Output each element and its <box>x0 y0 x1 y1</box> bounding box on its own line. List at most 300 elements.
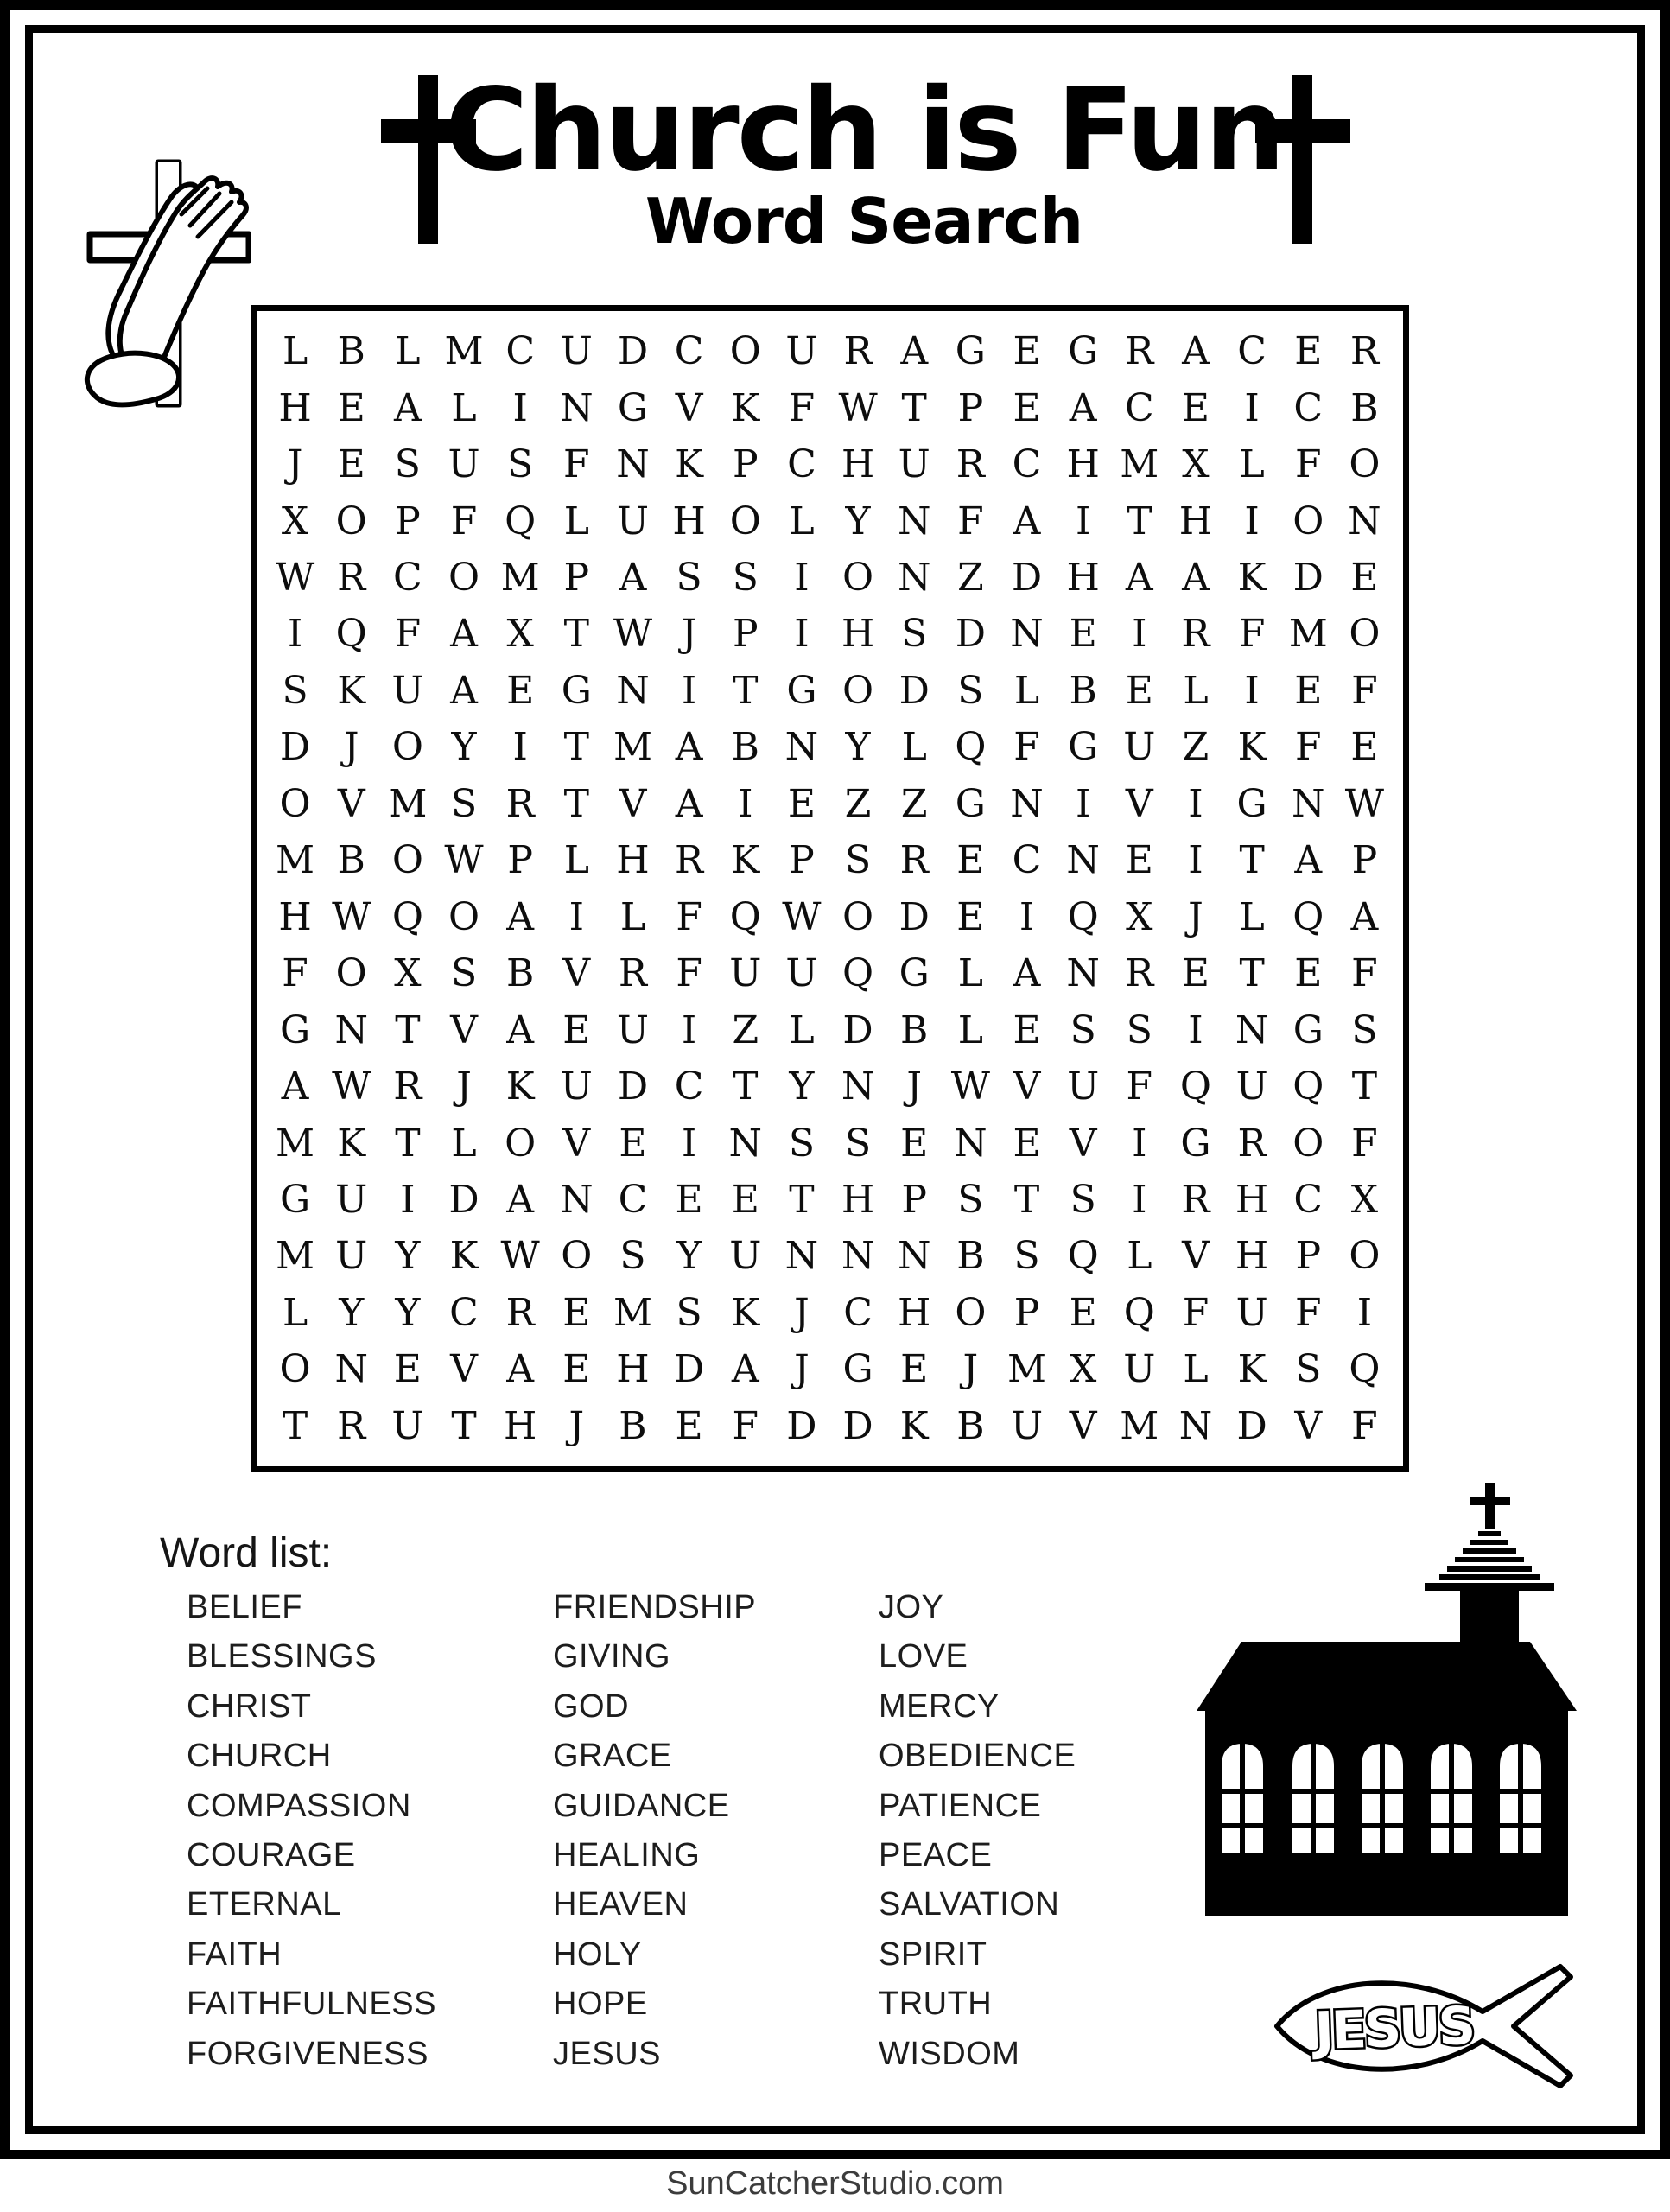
grid-letter: F <box>1295 725 1322 770</box>
grid-letter: Q <box>391 894 423 939</box>
grid-letter: F <box>676 951 702 996</box>
grid-letter: G <box>279 1007 311 1052</box>
grid-letter: I <box>1188 838 1203 883</box>
grid-letter: O <box>391 725 423 770</box>
grid-letter: E <box>900 1347 929 1392</box>
grid-letter: D <box>617 1065 649 1109</box>
grid-letter: T <box>282 1403 308 1448</box>
grid-letter: M <box>276 1234 315 1279</box>
grid-letter: C <box>449 1290 479 1335</box>
grid-letter: F <box>394 612 422 657</box>
grid-letter: D <box>617 329 649 374</box>
grid-letter: L <box>1239 442 1265 487</box>
grid-letter: N <box>560 1177 594 1222</box>
grid-letter: L <box>957 1007 983 1052</box>
word-list-item: HOPE <box>553 1986 648 2023</box>
grid-letter: N <box>334 1007 368 1052</box>
grid-letter: P <box>1351 838 1378 883</box>
grid-letter: F <box>1351 951 1378 996</box>
grid-letter: H <box>841 442 875 487</box>
grid-letter: T <box>1239 951 1265 996</box>
grid-letter: R <box>505 1290 535 1335</box>
grid-letter: Z <box>1182 725 1210 770</box>
grid-letter: M <box>444 329 484 374</box>
word-list-item: FAITHFULNESS <box>187 1986 436 2023</box>
word-list-item: CHURCH <box>187 1738 332 1775</box>
grid-letter: N <box>1178 1403 1213 1448</box>
grid-letter: J <box>906 1065 923 1109</box>
grid-letter: I <box>681 1121 697 1166</box>
grid-letter: O <box>335 499 367 543</box>
grid-letter: S <box>732 556 759 601</box>
grid-letter: B <box>1069 668 1097 713</box>
grid-letter: A <box>450 668 478 713</box>
grid-letter: G <box>279 1177 311 1222</box>
grid-letter: R <box>1125 951 1154 996</box>
grid-letter: E <box>675 1403 703 1448</box>
grid-letter: V <box>1125 781 1153 826</box>
grid-letter: I <box>287 612 303 657</box>
grid-letter: I <box>1356 1290 1373 1335</box>
grid-letter: E <box>956 838 985 883</box>
grid-letter: N <box>1010 612 1044 657</box>
grid-letter: O <box>955 1290 987 1335</box>
grid-letter: R <box>675 838 704 883</box>
grid-letter: A <box>619 556 647 601</box>
grid-letter: N <box>1066 951 1100 996</box>
grid-letter: E <box>1125 838 1153 883</box>
grid-letter: M <box>388 781 428 826</box>
grid-letter: S <box>1013 1234 1040 1279</box>
grid-letter: J <box>568 1403 585 1448</box>
word-list-item: LOVE <box>879 1638 968 1675</box>
grid-letter: J <box>1188 894 1203 939</box>
grid-letter: K <box>337 1121 366 1166</box>
grid-letter: B <box>1350 385 1379 430</box>
grid-letter: C <box>787 442 816 487</box>
grid-letter: Y <box>789 1065 815 1109</box>
grid-letter: O <box>1349 1234 1381 1279</box>
grid-letter: V <box>562 1121 591 1166</box>
word-list-column <box>187 1583 436 2079</box>
grid-letter: Z <box>957 556 984 601</box>
grid-letter: Q <box>1067 894 1099 939</box>
page-title: Church is Fun <box>444 64 1284 197</box>
grid-letter: I <box>512 385 528 430</box>
word-list-column <box>553 1583 756 2079</box>
grid-letter: F <box>1295 1290 1322 1335</box>
grid-letter: G <box>1068 725 1099 770</box>
grid-letter: T <box>563 612 589 657</box>
grid-letter: Z <box>844 781 872 826</box>
grid-letter: A <box>675 725 703 770</box>
grid-letter: Y <box>395 1234 421 1279</box>
grid-letter: P <box>789 838 815 883</box>
grid-letter: W <box>332 1065 371 1109</box>
grid-letter: W <box>500 1234 540 1279</box>
grid-letter: S <box>1351 1007 1378 1052</box>
grid-letter: B <box>337 329 365 374</box>
grid-letter: C <box>618 1177 648 1222</box>
grid-letter: U <box>391 1403 424 1448</box>
grid-letter: N <box>1010 781 1044 826</box>
grid-letter: X <box>394 951 422 996</box>
grid-letter: N <box>1066 838 1100 883</box>
grid-letter: U <box>785 951 818 996</box>
grid-letter: G <box>898 951 930 996</box>
grid-letter: N <box>616 442 650 487</box>
grid-letter: V <box>1182 1234 1210 1279</box>
grid-letter: O <box>1349 442 1381 487</box>
word-list-item: JESUS <box>553 2035 661 2072</box>
grid-letter: K <box>731 838 760 883</box>
grid-letter: A <box>1350 894 1379 939</box>
word-list-item: PEACE <box>879 1836 993 1873</box>
grid-letter: F <box>1351 1403 1378 1448</box>
grid-letter: J <box>287 442 303 487</box>
grid-letter: E <box>1125 668 1153 713</box>
grid-letter: R <box>1237 1121 1267 1166</box>
grid-letter: H <box>1066 442 1100 487</box>
grid-letter: A <box>1069 385 1097 430</box>
grid-letter: F <box>788 385 816 430</box>
word-list-label: Word list: <box>160 1530 333 1576</box>
grid-letter: M <box>1120 442 1159 487</box>
grid-letter: Y <box>451 725 477 770</box>
grid-letter: E <box>562 1290 591 1335</box>
grid-letter: E <box>337 442 365 487</box>
grid-letter: F <box>563 442 590 487</box>
grid-letter: Y <box>339 1290 365 1335</box>
grid-letter: R <box>393 1065 422 1109</box>
grid-letter: K <box>449 1234 479 1279</box>
grid-letter: A <box>1294 838 1323 883</box>
grid-letter: B <box>506 951 535 996</box>
grid-letter: E <box>562 1347 591 1392</box>
grid-letter: H <box>278 385 312 430</box>
grid-letter: C <box>674 329 704 374</box>
grid-letter: Q <box>1179 1065 1211 1109</box>
word-list-item: GUIDANCE <box>553 1787 730 1824</box>
grid-letter: L <box>1127 1234 1152 1279</box>
page-subtitle: Word Search <box>645 185 1083 257</box>
grid-letter: O <box>448 556 480 601</box>
grid-letter: E <box>393 1347 422 1392</box>
grid-letter: S <box>282 668 308 713</box>
grid-letter: T <box>451 1403 477 1448</box>
grid-letter: A <box>506 1177 535 1222</box>
grid-letter: Q <box>1292 894 1324 939</box>
grid-letter: U <box>335 1234 368 1279</box>
word-list-item: TRUTH <box>879 1986 993 2023</box>
grid-letter: O <box>842 894 874 939</box>
grid-letter: N <box>334 1347 368 1392</box>
footer-site-link[interactable]: SunCatcherStudio.com <box>666 2165 1004 2202</box>
grid-letter: E <box>1013 1121 1041 1166</box>
grid-letter: U <box>1123 725 1156 770</box>
word-list-item: HOLY <box>553 1936 642 1973</box>
grid-letter: W <box>275 556 315 601</box>
church-icon <box>1197 1479 1577 1922</box>
grid-letter: Q <box>955 725 987 770</box>
grid-letter: L <box>619 894 646 939</box>
grid-letter: W <box>613 612 653 657</box>
grid-letter: L <box>563 499 589 543</box>
grid-letter: L <box>282 1290 308 1335</box>
grid-letter: E <box>562 1007 591 1052</box>
grid-letter: E <box>1013 385 1041 430</box>
grid-letter: E <box>1013 1007 1041 1052</box>
grid-letter: H <box>841 612 875 657</box>
grid-letter: F <box>1295 442 1322 487</box>
grid-letter: P <box>732 442 759 487</box>
grid-letter: K <box>1237 725 1267 770</box>
grid-letter: V <box>675 385 703 430</box>
grid-letter: C <box>674 1065 704 1109</box>
grid-letter: G <box>1180 1121 1211 1166</box>
grid-letter: T <box>733 1065 759 1109</box>
grid-letter: F <box>1013 725 1040 770</box>
grid-letter: J <box>343 725 359 770</box>
grid-letter: Q <box>335 612 367 657</box>
grid-letter: P <box>732 612 759 657</box>
grid-letter: M <box>613 725 652 770</box>
grid-letter: L <box>789 499 815 543</box>
grid-letter: Q <box>505 499 537 543</box>
grid-letter: O <box>279 781 311 826</box>
grid-letter: U <box>785 329 818 374</box>
letter-grid <box>257 311 1403 1466</box>
grid-letter: W <box>950 1065 990 1109</box>
word-list-item: COURAGE <box>187 1836 356 1873</box>
grid-letter: U <box>729 951 762 996</box>
grid-letter: I <box>1075 781 1091 826</box>
grid-letter: N <box>841 1234 875 1279</box>
grid-letter: T <box>1351 1065 1378 1109</box>
grid-letter: C <box>1293 1177 1324 1222</box>
grid-letter: M <box>1288 612 1328 657</box>
grid-letter: R <box>843 329 873 374</box>
grid-letter: D <box>955 612 986 657</box>
grid-letter: E <box>1350 556 1379 601</box>
jesus-fish-text: JESUS <box>1313 1995 1475 2063</box>
grid-letter: X <box>281 499 309 543</box>
grid-letter: Y <box>676 1234 702 1279</box>
word-list-item: SPIRIT <box>879 1936 987 1973</box>
grid-letter: R <box>956 442 985 487</box>
grid-letter: N <box>1235 1007 1269 1052</box>
grid-letter: E <box>675 1177 703 1222</box>
grid-letter: S <box>676 1290 702 1335</box>
grid-letter: L <box>451 385 477 430</box>
word-list-item: GOD <box>553 1688 630 1725</box>
grid-letter: I <box>1188 1007 1203 1052</box>
grid-letter: G <box>561 668 592 713</box>
grid-letter: O <box>729 499 761 543</box>
grid-letter: V <box>619 781 647 826</box>
grid-letter: D <box>842 1403 873 1448</box>
grid-letter: L <box>1183 668 1209 713</box>
grid-letter: B <box>619 1403 647 1448</box>
grid-letter: D <box>1292 556 1324 601</box>
grid-letter: L <box>901 725 927 770</box>
grid-letter: B <box>956 1403 985 1448</box>
grid-letter: G <box>955 329 986 374</box>
grid-letter: F <box>957 499 984 543</box>
word-list-item: HEALING <box>553 1836 701 1873</box>
grid-letter: G <box>1068 329 1099 374</box>
grid-letter: C <box>843 1290 873 1335</box>
grid-letter: C <box>1293 385 1324 430</box>
grid-letter: P <box>395 499 421 543</box>
grid-letter: H <box>898 1290 931 1335</box>
grid-letter: I <box>1132 612 1147 657</box>
grid-letter: A <box>1182 556 1210 601</box>
grid-letter: X <box>1350 1177 1379 1222</box>
grid-letter: D <box>898 894 930 939</box>
grid-letter: U <box>1235 1290 1268 1335</box>
grid-letter: H <box>503 1403 537 1448</box>
grid-letter: T <box>1013 1177 1040 1222</box>
grid-letter: O <box>729 329 761 374</box>
grid-letter: E <box>1181 385 1210 430</box>
grid-letter: A <box>900 329 929 374</box>
grid-letter: L <box>1013 668 1040 713</box>
grid-letter: O <box>842 556 874 601</box>
word-list-item: FRIENDSHIP <box>553 1589 757 1625</box>
grid-letter: U <box>616 1007 650 1052</box>
grid-letter: I <box>568 894 585 939</box>
grid-letter: B <box>900 1007 929 1052</box>
grid-letter: T <box>563 781 589 826</box>
grid-letter: O <box>1292 499 1324 543</box>
grid-letter: R <box>505 781 535 826</box>
grid-letter: P <box>957 385 984 430</box>
grid-letter: H <box>1066 556 1100 601</box>
grid-letter: Q <box>842 951 874 996</box>
grid-letter: D <box>279 725 311 770</box>
grid-letter: F <box>282 951 308 996</box>
grid-letter: N <box>841 1065 875 1109</box>
grid-letter: N <box>897 556 931 601</box>
grid-letter: J <box>794 1290 810 1335</box>
grid-letter: N <box>1292 781 1325 826</box>
grid-letter: I <box>681 1007 697 1052</box>
grid-letter: I <box>1244 668 1260 713</box>
grid-letter: Y <box>845 725 871 770</box>
grid-letter: V <box>450 1007 478 1052</box>
grid-letter: O <box>842 668 874 713</box>
grid-letter: U <box>1067 1065 1100 1109</box>
grid-letter: O <box>1292 1121 1324 1166</box>
grid-letter: A <box>393 385 422 430</box>
grid-letter: P <box>1013 1290 1040 1335</box>
grid-letter: R <box>1181 1177 1210 1222</box>
word-list-item: CHRIST <box>187 1688 312 1725</box>
grid-letter: U <box>448 442 480 487</box>
grid-letter: H <box>616 838 650 883</box>
word-list-item: JOY <box>879 1589 944 1625</box>
word-list-item: FORGIVENESS <box>187 2035 429 2072</box>
grid-letter: O <box>561 1234 593 1279</box>
grid-letter: O <box>1349 612 1381 657</box>
grid-letter: T <box>563 725 589 770</box>
grid-letter: F <box>732 1403 759 1448</box>
grid-letter: P <box>507 838 533 883</box>
grid-letter: R <box>337 1403 366 1448</box>
grid-letter: R <box>618 951 648 996</box>
grid-letter: G <box>955 781 986 826</box>
grid-letter: W <box>1344 781 1385 826</box>
grid-letter: R <box>1349 329 1379 374</box>
grid-letter: K <box>1237 556 1267 601</box>
grid-letter: Y <box>845 499 871 543</box>
grid-letter: E <box>506 668 535 713</box>
grid-letter: E <box>1294 329 1323 374</box>
grid-letter: S <box>957 1177 984 1222</box>
grid-letter: K <box>731 385 760 430</box>
grid-letter: V <box>450 1347 478 1392</box>
word-list-item: GRACE <box>553 1738 672 1775</box>
grid-letter: J <box>962 1347 979 1392</box>
grid-letter: G <box>786 668 817 713</box>
grid-letter: A <box>1013 499 1041 543</box>
word-list-item: PATIENCE <box>879 1787 1042 1824</box>
grid-letter: L <box>395 329 421 374</box>
grid-letter: D <box>786 1403 817 1448</box>
header <box>389 64 1339 257</box>
grid-letter: H <box>1235 1234 1269 1279</box>
grid-letter: Q <box>1292 1065 1324 1109</box>
grid-letter: D <box>1236 1403 1267 1448</box>
grid-letter: D <box>1011 556 1043 601</box>
grid-letter: L <box>957 951 983 996</box>
grid-letter: L <box>451 1121 477 1166</box>
grid-letter: I <box>738 781 753 826</box>
grid-letter: G <box>842 1347 873 1392</box>
word-list-item: BLESSINGS <box>187 1638 377 1675</box>
grid-letter: T <box>395 1007 421 1052</box>
grid-letter: E <box>731 1177 759 1222</box>
grid-letter: P <box>563 556 590 601</box>
grid-letter: I <box>512 725 528 770</box>
grid-letter: E <box>1294 951 1323 996</box>
grid-letter: H <box>672 499 706 543</box>
grid-letter: V <box>1013 1065 1041 1109</box>
grid-letter: B <box>956 1234 985 1279</box>
grid-letter: C <box>505 329 535 374</box>
grid-letter: R <box>899 838 929 883</box>
grid-letter: A <box>281 1065 309 1109</box>
grid-letter: A <box>506 1347 535 1392</box>
grid-letter: D <box>448 1177 479 1222</box>
word-list-item: HEAVEN <box>553 1886 689 1923</box>
grid-letter: C <box>1012 442 1042 487</box>
word-list-item: COMPASSION <box>187 1787 411 1824</box>
grid-letter: V <box>1069 1403 1097 1448</box>
grid-letter: Z <box>900 781 928 826</box>
grid-letter: A <box>506 894 535 939</box>
grid-letter: K <box>899 1403 929 1448</box>
word-list-item: WISDOM <box>879 2035 1020 2072</box>
grid-letter: S <box>619 1234 646 1279</box>
grid-letter: K <box>731 1290 760 1335</box>
grid-letter: V <box>1294 1403 1323 1448</box>
grid-letter: U <box>1235 1065 1268 1109</box>
grid-letter: W <box>782 894 822 939</box>
grid-letter: N <box>784 1234 819 1279</box>
grid-letter: I <box>794 612 810 657</box>
